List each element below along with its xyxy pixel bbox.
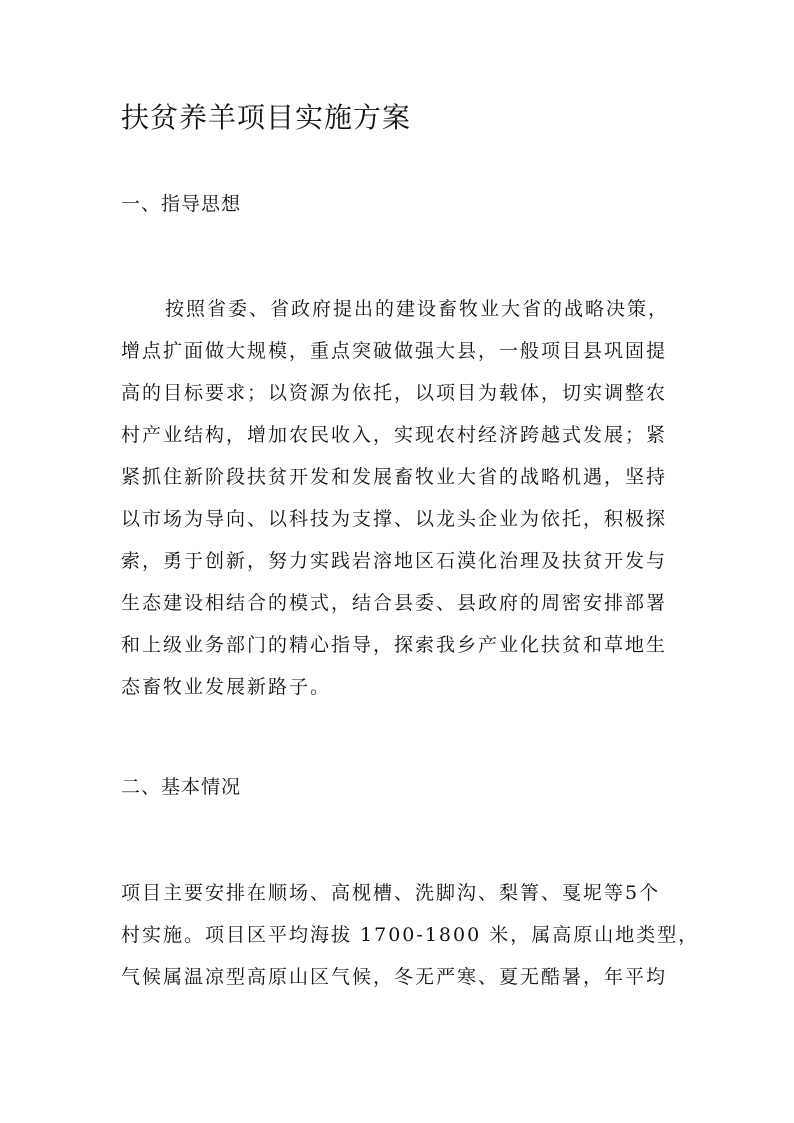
paragraph-line: 项目主要安排在顺场、高枧槽、洗脚沟、梨箐、戛坭等5个 (121, 882, 661, 904)
paragraph-line: 紧抓住新阶段扶贫开发和发展畜牧业大省的战略机遇，坚持 (121, 466, 668, 488)
section-paragraph-guiding-ideology (121, 288, 681, 708)
section-heading-guiding-ideology: 一、指导思想 (121, 193, 242, 215)
document-title: 扶贫养羊项目实施方案 (121, 101, 412, 134)
paragraph-line: 高的目标要求；以资源为依托，以项目为载体，切实调整农 (121, 382, 668, 404)
paragraph-line: 生态建设相结合的模式，结合县委、县政府的周密安排部署 (121, 592, 668, 614)
paragraph-line: 村实施。项目区平均海拔 1700-1800 米，属高原山地类型， (121, 924, 700, 946)
paragraph-line: 按照省委、省政府提出的建设畜牧业大省的战略决策， (165, 298, 670, 320)
paragraph-line: 态畜牧业发展新路子。 (121, 676, 332, 698)
paragraph-line: 村产业结构，增加农民收入，实现农村经济跨越式发展；紧 (121, 424, 668, 446)
paragraph-line: 气候属温凉型高原山区气候，冬无严寒、夏无酷暑，年平均 (121, 966, 668, 988)
section-heading-basic-situation: 二、基本情况 (121, 776, 242, 798)
paragraph-line: 增点扩面做大规模，重点突破做强大县，一般项目县巩固提 (121, 340, 668, 362)
paragraph-line: 索，勇于创新，努力实践岩溶地区石漠化治理及扶贫开发与 (121, 550, 668, 572)
paragraph-line: 和上级业务部门的精心指导，探索我乡产业化扶贫和草地生 (121, 634, 668, 656)
paragraph-line: 以市场为导向、以科技为支撑、以龙头企业为依托，积极探 (121, 508, 668, 530)
section-paragraph-basic-situation (121, 872, 700, 998)
